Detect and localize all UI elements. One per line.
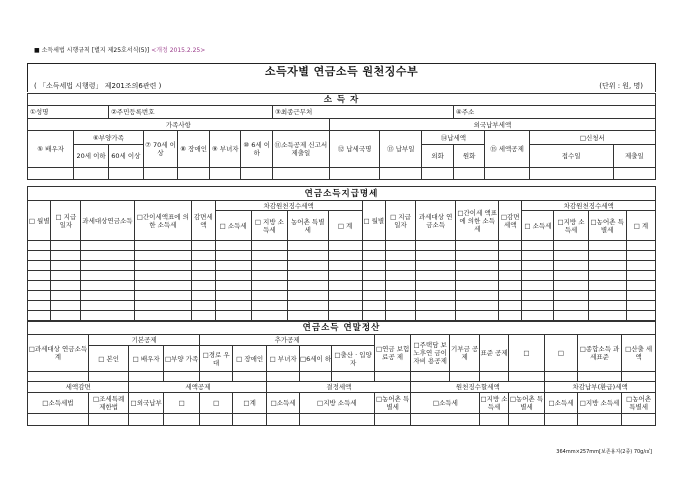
pay-date-col-2: □ 지급 일자 <box>386 201 416 241</box>
payment-heading: 연금소득지급명세 <box>28 187 656 201</box>
revision-date: <개정 2015.2.25> <box>151 47 206 54</box>
entry-cell[interactable] <box>81 301 134 311</box>
tax-country-col: ⑫ 납세국명 <box>329 131 379 168</box>
entry-cell[interactable] <box>456 301 499 311</box>
entry-cell[interactable] <box>251 281 287 291</box>
total-col-2: □ 계 <box>626 211 655 241</box>
entry-cell[interactable] <box>215 291 251 301</box>
entry-cell[interactable] <box>288 271 329 281</box>
entry-cell[interactable] <box>134 241 192 251</box>
table-row <box>28 311 656 321</box>
entry-cell[interactable] <box>288 311 329 321</box>
simple-tax-col-2: □간이세 액표에 의한 소득세 <box>456 201 499 241</box>
entry-cell[interactable] <box>134 251 192 261</box>
cell[interactable] <box>329 168 379 180</box>
cell[interactable] <box>453 168 485 180</box>
entry-cell[interactable] <box>522 241 554 251</box>
entry-cell[interactable] <box>328 261 362 271</box>
cell[interactable] <box>232 414 266 426</box>
taxable-income-col: 과세대상연금소득 <box>81 201 134 241</box>
entry-cell[interactable] <box>499 291 522 301</box>
entry-cell[interactable] <box>499 271 522 281</box>
birth-adoption-col: □출산 · 입양자 <box>332 346 375 372</box>
entry-cell[interactable] <box>328 271 362 281</box>
month-col: □ 월별 <box>28 201 51 241</box>
cell[interactable] <box>88 372 129 382</box>
entry-cell[interactable] <box>192 281 215 291</box>
cell[interactable] <box>622 372 656 382</box>
withheld-income-col: □소득세 <box>411 393 480 414</box>
credit-total-col: □계 <box>232 393 266 414</box>
female-col: ⑨ 부녀자 <box>209 131 241 168</box>
entry-cell[interactable] <box>554 251 588 261</box>
cell[interactable] <box>480 414 508 426</box>
entry-cell[interactable] <box>81 251 134 261</box>
cell[interactable] <box>449 372 479 382</box>
entry-cell[interactable] <box>192 261 215 271</box>
entry-cell[interactable] <box>362 301 385 311</box>
entry-cell[interactable] <box>251 261 287 271</box>
entry-cell[interactable] <box>215 301 251 311</box>
entry-cell[interactable] <box>215 241 251 251</box>
entry-cell[interactable] <box>51 281 81 291</box>
child6-col: □6세이 하 <box>299 346 331 372</box>
entry-cell[interactable] <box>588 271 626 281</box>
cell[interactable] <box>178 168 210 180</box>
entry-cell[interactable] <box>499 261 522 271</box>
cell[interactable] <box>241 168 273 180</box>
entry-cell[interactable] <box>499 301 522 311</box>
spouse-col: ⑤ 배우자 <box>28 131 74 168</box>
entry-cell[interactable] <box>328 241 362 251</box>
entry-cell[interactable] <box>456 311 499 321</box>
entry-cell[interactable] <box>288 241 329 251</box>
entry-cell[interactable] <box>192 271 215 281</box>
cell[interactable] <box>88 414 129 426</box>
entry-cell[interactable] <box>554 281 588 291</box>
entry-cell[interactable] <box>554 291 588 301</box>
cell[interactable] <box>480 372 508 382</box>
entry-cell[interactable] <box>81 241 134 251</box>
final-local-col: □지방 소득세 <box>577 393 622 414</box>
entry-cell[interactable] <box>415 301 456 311</box>
cell[interactable] <box>200 414 232 426</box>
under6-col: ⑩ 6세 이하 <box>241 131 273 168</box>
cell[interactable] <box>143 168 178 180</box>
entry-cell[interactable] <box>215 261 251 271</box>
entry-cell[interactable] <box>251 291 287 301</box>
entry-cell[interactable] <box>554 241 588 251</box>
entry-cell[interactable] <box>51 291 81 301</box>
last-workplace-field[interactable]: ③최종근무처 <box>273 106 454 119</box>
under20-col: 20세 이하 <box>74 145 109 168</box>
table-row <box>28 241 656 251</box>
entry-cell[interactable] <box>192 311 215 321</box>
form-header <box>34 45 205 54</box>
entry-cell[interactable] <box>588 281 626 291</box>
entry-cell[interactable] <box>134 301 192 311</box>
entry-cell[interactable] <box>28 311 51 321</box>
dependent-col: ⑥부양가족 <box>74 131 143 145</box>
final-income-col: □소득세 <box>545 393 577 414</box>
cell[interactable] <box>508 414 545 426</box>
settlement-table <box>27 321 656 426</box>
entry-cell[interactable] <box>626 311 655 321</box>
entry-cell[interactable] <box>456 241 499 251</box>
entry-cell[interactable] <box>386 281 416 291</box>
cell[interactable] <box>529 168 613 180</box>
determined-heading: 결정세액 <box>267 382 411 393</box>
entry-cell[interactable] <box>415 261 456 271</box>
form-rule-label: ■ 소득세법 시행규칙 [별지 제25호서식(5)] <box>34 47 150 54</box>
entry-cell[interactable] <box>522 291 554 301</box>
table-row <box>28 281 656 291</box>
cell[interactable] <box>129 414 163 426</box>
credit-heading: 세액공제 <box>129 382 267 393</box>
entry-cell[interactable] <box>499 241 522 251</box>
cell[interactable] <box>163 414 200 426</box>
standard-deduction-col: 표준 공제 <box>480 335 508 372</box>
tax-base-col: □종합소득 과세표준 <box>577 335 622 372</box>
entry-cell[interactable] <box>215 271 251 281</box>
earner-heading: 소 득 자 <box>28 94 656 106</box>
foreign-currency-col: 외화 <box>422 145 454 168</box>
entry-cell[interactable] <box>362 291 385 301</box>
disabled-deduction-col: □ 장애인 <box>232 346 266 372</box>
entry-cell[interactable] <box>386 241 416 251</box>
entry-cell[interactable] <box>456 271 499 281</box>
cell[interactable] <box>545 414 577 426</box>
elderly-col: □경로 우대 <box>200 346 232 372</box>
basic-deduction-heading: 기본공제 <box>88 335 200 346</box>
entry-cell[interactable] <box>328 311 362 321</box>
withholding-heading-2: 차감원천징수세액 <box>522 201 656 211</box>
table-row <box>28 271 656 281</box>
table-row <box>28 261 656 271</box>
entry-cell[interactable] <box>251 311 287 321</box>
cell[interactable] <box>374 372 411 382</box>
cell[interactable] <box>108 168 143 180</box>
withheld-local-col: □지방 소득세 <box>480 393 508 414</box>
resident-number-field[interactable]: ②주민등록번호 <box>108 106 272 119</box>
entry-cell[interactable] <box>415 251 456 261</box>
income-tax-col-2: □ 소득세 <box>522 211 554 241</box>
entry-cell[interactable] <box>386 301 416 311</box>
entry-cell[interactable] <box>588 261 626 271</box>
entry-cell[interactable] <box>328 251 362 261</box>
self-col: □ 본인 <box>88 346 129 372</box>
entry-cell[interactable] <box>626 261 655 271</box>
withheld-heading: 원천징수할세액 <box>411 382 545 393</box>
name-field[interactable]: ①성명 <box>28 106 109 119</box>
entry-cell[interactable] <box>192 241 215 251</box>
entry-cell[interactable] <box>215 251 251 261</box>
entry-cell[interactable] <box>215 311 251 321</box>
entry-cell[interactable] <box>386 251 416 261</box>
entry-cell[interactable] <box>51 261 81 271</box>
donation-col: 기부금 공제 <box>449 335 479 372</box>
entry-cell[interactable] <box>328 301 362 311</box>
entry-cell[interactable] <box>522 251 554 261</box>
entry-cell[interactable] <box>328 291 362 301</box>
entry-cell[interactable] <box>386 311 416 321</box>
special-act-col: □조세특례 제한법 <box>88 393 129 414</box>
entry-cell[interactable] <box>362 271 385 281</box>
pay-date-col: □ 지급 일자 <box>51 201 81 241</box>
entry-cell[interactable] <box>456 291 499 301</box>
entry-cell[interactable] <box>456 261 499 271</box>
entry-cell[interactable] <box>554 301 588 311</box>
entry-cell[interactable] <box>415 241 456 251</box>
pay-date-col: ⑬ 납부일 <box>380 131 422 168</box>
receipt-date-col: 접수일 <box>529 145 613 168</box>
housing-interest-col: □주택담 보노후연 금이자비 용공제 <box>411 335 450 372</box>
entry-cell[interactable] <box>288 251 329 261</box>
female-deduction-col: □ 부녀자 <box>267 346 299 372</box>
entry-cell[interactable] <box>28 301 51 311</box>
entry-cell[interactable] <box>386 271 416 281</box>
cell[interactable] <box>577 372 622 382</box>
tax-amount-col: ⑭납세액 <box>422 131 485 145</box>
cell[interactable] <box>267 372 299 382</box>
cell[interactable] <box>28 414 89 426</box>
entry-cell[interactable] <box>415 271 456 281</box>
paper-spec: 364mm×257mm[보존용지(2종) 70g/㎡] <box>556 449 652 455</box>
entry-cell[interactable] <box>554 271 588 281</box>
entry-cell[interactable] <box>588 251 626 261</box>
settlement-heading: 연금소득 연말정산 <box>28 322 656 335</box>
cell[interactable] <box>200 372 232 382</box>
cell[interactable] <box>267 414 299 426</box>
taxable-total-col: □과세대상 연금소득 계 <box>28 335 89 372</box>
entry-cell[interactable] <box>251 271 287 281</box>
cell[interactable] <box>545 372 577 382</box>
entry-cell[interactable] <box>192 301 215 311</box>
entry-cell[interactable] <box>415 281 456 291</box>
entry-cell[interactable] <box>415 311 456 321</box>
cell[interactable] <box>299 372 331 382</box>
farm-tax-col: 농어촌 특별세 <box>288 211 329 241</box>
disabled-col: ⑧ 장애인 <box>178 131 210 168</box>
entry-cell[interactable] <box>554 311 588 321</box>
entry-cell[interactable] <box>288 291 329 301</box>
determined-farm-col: □농어촌 특별세 <box>374 393 411 414</box>
reduced-tax-col: 감면세액 <box>192 201 215 241</box>
cell[interactable] <box>74 168 109 180</box>
total-col: □ 계 <box>328 211 362 241</box>
entry-cell[interactable] <box>415 291 456 301</box>
earner-table <box>27 93 656 180</box>
entry-cell[interactable] <box>386 291 416 301</box>
table-row <box>28 301 656 311</box>
entry-cell[interactable] <box>362 281 385 291</box>
entry-cell[interactable] <box>192 291 215 301</box>
entry-cell[interactable] <box>288 261 329 271</box>
entry-cell[interactable] <box>626 281 655 291</box>
entry-cell[interactable] <box>456 281 499 291</box>
entry-cell[interactable] <box>81 291 134 301</box>
cell[interactable] <box>577 414 622 426</box>
farm-tax-col-2: □농어촌 특별세 <box>588 211 626 241</box>
entry-cell[interactable] <box>362 311 385 321</box>
entry-cell[interactable] <box>192 251 215 261</box>
entry-cell[interactable] <box>499 311 522 321</box>
entry-cell[interactable] <box>288 301 329 311</box>
entry-cell[interactable] <box>456 251 499 261</box>
entry-cell[interactable] <box>28 281 51 291</box>
credit-blank-2: □ <box>200 393 232 414</box>
blank-col-1: □ <box>508 335 545 372</box>
withholding-heading: 차감원천징수세액 <box>215 201 362 211</box>
diff-heading: 차감납부(환급)세액 <box>545 382 656 393</box>
entry-cell[interactable] <box>251 301 287 311</box>
reduction-heading: 세액감면 <box>28 382 129 393</box>
reduced-tax-col-2: □감면 세액 <box>499 201 522 241</box>
entry-cell[interactable] <box>28 291 51 301</box>
entry-cell[interactable] <box>51 241 81 251</box>
entry-cell[interactable] <box>626 291 655 301</box>
family-heading: 가족사항 <box>28 119 330 131</box>
entry-cell[interactable] <box>362 261 385 271</box>
entry-cell[interactable] <box>522 301 554 311</box>
cell[interactable] <box>422 168 454 180</box>
additional-deduction-heading: 추가공제 <box>200 335 374 346</box>
entry-cell[interactable] <box>626 251 655 261</box>
entry-cell[interactable] <box>28 271 51 281</box>
cell[interactable] <box>485 168 529 180</box>
local-tax-col-2: □지방 소득세 <box>554 211 588 241</box>
income-tax-act-col: □소득세법 <box>28 393 89 414</box>
entry-cell[interactable] <box>28 251 51 261</box>
entry-cell[interactable] <box>215 281 251 291</box>
entry-cell[interactable] <box>588 241 626 251</box>
entry-cell[interactable] <box>588 291 626 301</box>
entry-cell[interactable] <box>51 311 81 321</box>
dependent-deduction-col: □부양 가족 <box>163 346 200 372</box>
submit-date-col: 제출일 <box>613 145 655 168</box>
entry-cell[interactable] <box>588 311 626 321</box>
foreign-payment-col: □외국납부 <box>129 393 163 414</box>
cell[interactable] <box>28 168 74 180</box>
entry-cell[interactable] <box>522 261 554 271</box>
cell[interactable] <box>411 414 480 426</box>
cell[interactable] <box>273 168 330 180</box>
entry-cell[interactable] <box>134 311 192 321</box>
entry-cell[interactable] <box>81 261 134 271</box>
simple-tax-col: □간이세액표에 의한 소득세 <box>134 201 192 241</box>
entry-cell[interactable] <box>28 261 51 271</box>
entry-cell[interactable] <box>588 301 626 311</box>
withheld-farm-col: □농어촌 특별세 <box>508 393 545 414</box>
entry-cell[interactable] <box>81 271 134 281</box>
cell[interactable] <box>232 372 266 382</box>
blank-col-2: □ <box>545 335 577 372</box>
cell[interactable] <box>613 168 655 180</box>
report-date-col: ⑪소득공제 신고서제출일 <box>273 131 330 168</box>
income-tax-col: □ 소득세 <box>215 211 251 241</box>
local-tax-col: □ 지방 소득세 <box>251 211 287 241</box>
entry-cell[interactable] <box>522 271 554 281</box>
entry-cell[interactable] <box>288 281 329 291</box>
calculated-tax-col: □산출 세액 <box>622 335 656 372</box>
entry-cell[interactable] <box>362 241 385 251</box>
pension-insurance-col: □연금 보험료공 제 <box>374 335 411 372</box>
cell[interactable] <box>380 168 422 180</box>
table-row <box>28 251 656 261</box>
entry-cell[interactable] <box>626 271 655 281</box>
entry-cell[interactable] <box>81 311 134 321</box>
cell[interactable] <box>374 414 411 426</box>
entry-cell[interactable] <box>134 281 192 291</box>
reference-row <box>27 80 656 92</box>
credit-blank-1: □ <box>163 393 200 414</box>
cell[interactable] <box>299 414 374 426</box>
cell[interactable] <box>28 372 89 382</box>
taxable-income-col-2: 과세대상 연금소득 <box>415 201 456 241</box>
entry-cell[interactable] <box>134 271 192 281</box>
payment-table <box>27 186 656 321</box>
address-field[interactable]: ④주소 <box>453 106 655 119</box>
entry-cell[interactable] <box>499 281 522 291</box>
page-title: 소득자별 연금소득 원천징수부 <box>27 63 656 80</box>
cell[interactable] <box>209 168 241 180</box>
entry-cell[interactable] <box>28 241 51 251</box>
won-col: 원화 <box>453 145 485 168</box>
entry-cell[interactable] <box>51 271 81 281</box>
table-row <box>28 291 656 301</box>
entry-cell[interactable] <box>251 241 287 251</box>
credit-col: ⑮ 세액공제 <box>485 131 529 168</box>
cell[interactable] <box>163 372 200 382</box>
cell[interactable] <box>332 372 375 382</box>
cell[interactable] <box>508 372 545 382</box>
month-col-2: □ 월별 <box>362 201 385 241</box>
entry-cell[interactable] <box>522 281 554 291</box>
entry-cell[interactable] <box>51 301 81 311</box>
entry-cell[interactable] <box>554 261 588 271</box>
entry-cell[interactable] <box>626 241 655 251</box>
entry-cell[interactable] <box>499 251 522 261</box>
entry-cell[interactable] <box>626 301 655 311</box>
entry-cell[interactable] <box>251 251 287 261</box>
foreign-heading: 외국납부세액 <box>329 119 655 131</box>
spouse-deduction-col: □ 배우자 <box>129 346 163 372</box>
entry-cell[interactable] <box>134 261 192 271</box>
application-col: □신청서 <box>529 131 655 145</box>
entry-cell[interactable] <box>81 281 134 291</box>
final-farm-col: □농어촌 특별세 <box>622 393 656 414</box>
over60-col: 60세 이상 <box>108 145 143 168</box>
entry-cell[interactable] <box>386 261 416 271</box>
legal-reference: ( 「소득세법 시행령」 제201조의6관련 ) <box>34 82 162 90</box>
cell[interactable] <box>622 414 656 426</box>
entry-cell[interactable] <box>51 251 81 261</box>
entry-cell[interactable] <box>522 311 554 321</box>
unit-label: (단위 : 원, 명) <box>599 82 643 90</box>
over70-col: ⑦ 70세 이상 <box>143 131 178 168</box>
determined-local-col: □지방 소득세 <box>299 393 374 414</box>
entry-cell[interactable] <box>362 251 385 261</box>
cell[interactable] <box>411 372 450 382</box>
cell[interactable] <box>129 372 163 382</box>
determined-income-col: □소득세 <box>267 393 299 414</box>
entry-cell[interactable] <box>134 291 192 301</box>
entry-cell[interactable] <box>328 281 362 291</box>
